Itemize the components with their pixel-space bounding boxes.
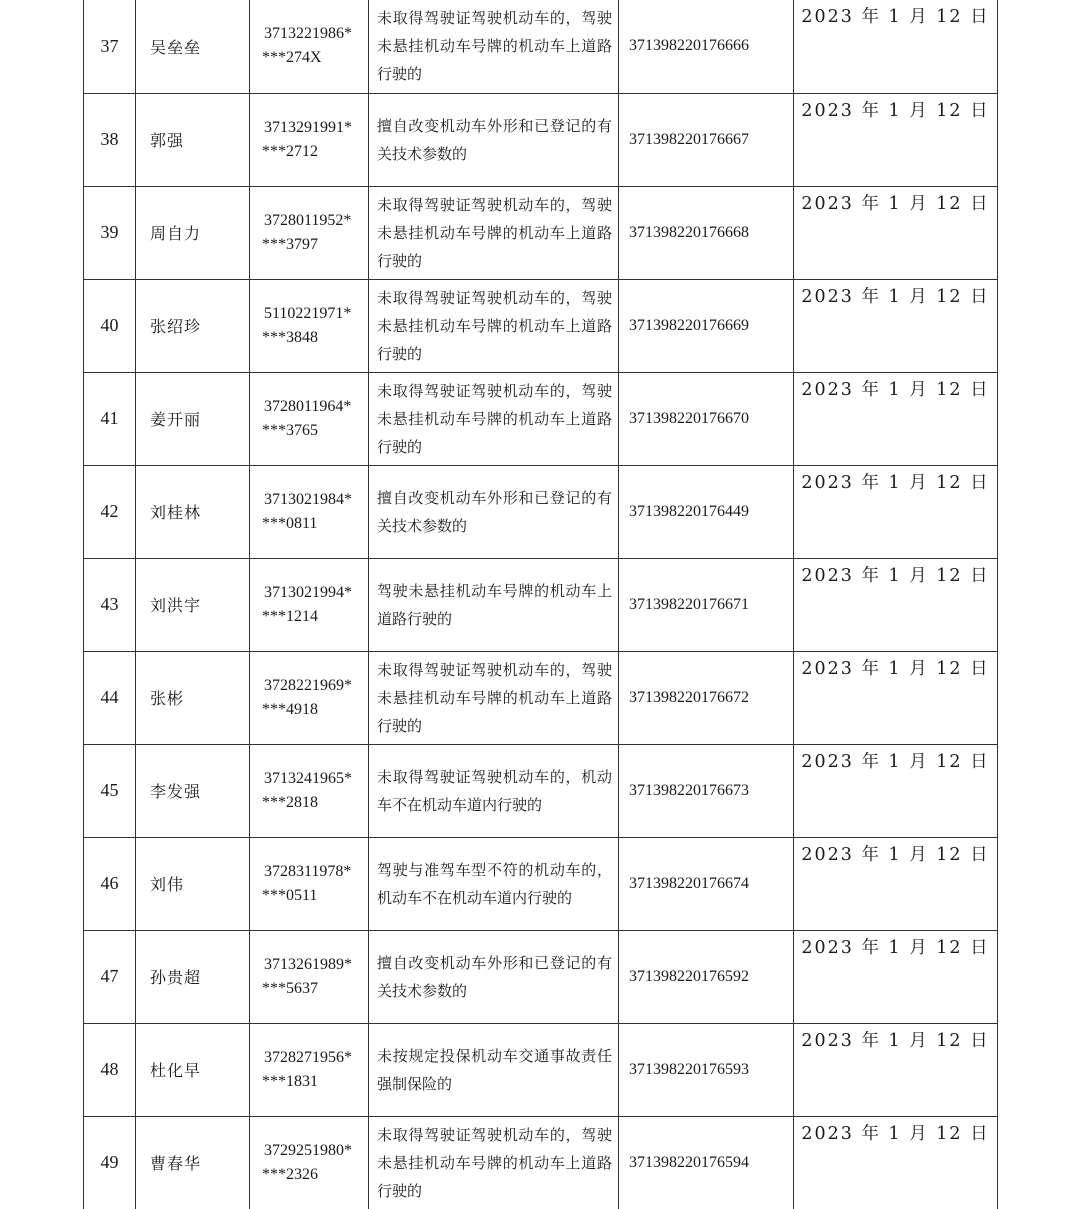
- id-number-line2: ***0511: [262, 886, 318, 904]
- id-number-line2: ***2712: [262, 142, 318, 160]
- row-number: 49: [84, 1116, 136, 1209]
- id-number: [250, 651, 369, 744]
- decision-document-number: 371398220176449: [619, 465, 794, 558]
- violation-description: 未取得驾驶证驾驶机动车的，驾驶未悬挂机动车号牌的机动车上道路行驶的: [369, 0, 619, 93]
- violation-description: 未取得驾驶证驾驶机动车的，驾驶未悬挂机动车号牌的机动车上道路行驶的: [369, 651, 619, 744]
- id-number-line2: ***3848: [262, 328, 318, 346]
- person-name: 刘洪宇: [136, 558, 250, 651]
- row-number: 47: [84, 930, 136, 1023]
- table-row: [84, 93, 998, 186]
- person-name: 曹春华: [136, 1116, 250, 1209]
- row-number: 39: [84, 186, 136, 279]
- row-number: 48: [84, 1023, 136, 1116]
- table-row: [84, 1116, 998, 1209]
- row-number: 46: [84, 837, 136, 930]
- id-number: [250, 837, 369, 930]
- decision-document-number: 371398220176672: [619, 651, 794, 744]
- id-number: [250, 93, 369, 186]
- row-number: 42: [84, 465, 136, 558]
- decision-date: 2023 年 1 月 12 日: [794, 651, 998, 744]
- decision-document-number: 371398220176669: [619, 279, 794, 372]
- decision-document-number: 371398220176593: [619, 1023, 794, 1116]
- id-number: [250, 1116, 369, 1209]
- table-row: [84, 186, 998, 279]
- table-row: [84, 558, 998, 651]
- id-number-line1: 3713241965*: [264, 769, 352, 787]
- penalty-records-table: [83, 0, 998, 1209]
- id-number-line2: ***0811: [262, 514, 318, 532]
- violation-description: 未取得驾驶证驾驶机动车的，驾驶未悬挂机动车号牌的机动车上道路行驶的: [369, 1116, 619, 1209]
- person-name: 孙贵超: [136, 930, 250, 1023]
- person-name: 郭强: [136, 93, 250, 186]
- id-number-line1: 3728011964*: [264, 397, 352, 415]
- table-row: [84, 0, 998, 93]
- decision-date: 2023 年 1 月 12 日: [794, 279, 998, 372]
- decision-date: 2023 年 1 月 12 日: [794, 744, 998, 837]
- decision-document-number: 371398220176594: [619, 1116, 794, 1209]
- id-number: [250, 558, 369, 651]
- id-number-line1: 3713261989*: [264, 955, 352, 973]
- table-row: [84, 744, 998, 837]
- id-number: [250, 744, 369, 837]
- id-number: [250, 186, 369, 279]
- row-number: 43: [84, 558, 136, 651]
- table-row: [84, 930, 998, 1023]
- person-name: 刘桂林: [136, 465, 250, 558]
- id-number: [250, 279, 369, 372]
- violation-description: 未取得驾驶证驾驶机动车的，驾驶未悬挂机动车号牌的机动车上道路行驶的: [369, 372, 619, 465]
- id-number-line2: ***3797: [262, 235, 318, 253]
- decision-document-number: 371398220176671: [619, 558, 794, 651]
- id-number-line1: 3713021984*: [264, 490, 352, 508]
- person-name: 张彬: [136, 651, 250, 744]
- violation-description: 未按规定投保机动车交通事故责任强制保险的: [369, 1023, 619, 1116]
- decision-document-number: 371398220176670: [619, 372, 794, 465]
- table-row: [84, 279, 998, 372]
- id-number-line1: 3713291991*: [264, 118, 352, 136]
- id-number-line1: 3728221969*: [264, 676, 352, 694]
- decision-document-number: 371398220176674: [619, 837, 794, 930]
- id-number: [250, 372, 369, 465]
- row-number: 37: [84, 0, 136, 93]
- person-name: 杜化早: [136, 1023, 250, 1116]
- id-number-line2: ***2818: [262, 793, 318, 811]
- violation-description: 擅自改变机动车外形和已登记的有关技术参数的: [369, 930, 619, 1023]
- table-row: [84, 651, 998, 744]
- id-number-line1: 3729251980*: [264, 1141, 352, 1159]
- id-number-line2: ***4918: [262, 700, 318, 718]
- table-row: [84, 837, 998, 930]
- decision-date: 2023 年 1 月 12 日: [794, 372, 998, 465]
- table-row: [84, 372, 998, 465]
- id-number: [250, 930, 369, 1023]
- decision-document-number: 371398220176673: [619, 744, 794, 837]
- id-number-line1: 3728271956*: [264, 1048, 352, 1066]
- id-number-line2: ***274X: [262, 49, 322, 67]
- id-number: [250, 465, 369, 558]
- decision-date: 2023 年 1 月 12 日: [794, 1116, 998, 1209]
- decision-date: 2023 年 1 月 12 日: [794, 1023, 998, 1116]
- violation-description: 未取得驾驶证驾驶机动车的，驾驶未悬挂机动车号牌的机动车上道路行驶的: [369, 279, 619, 372]
- decision-document-number: 371398220176668: [619, 186, 794, 279]
- decision-date: 2023 年 1 月 12 日: [794, 0, 998, 93]
- id-number-line2: ***1831: [262, 1072, 318, 1090]
- id-number-line1: 3728011952*: [264, 211, 352, 229]
- person-name: 吴垒垒: [136, 0, 250, 93]
- row-number: 38: [84, 93, 136, 186]
- person-name: 刘伟: [136, 837, 250, 930]
- id-number-line2: ***1214: [262, 607, 318, 625]
- row-number: 40: [84, 279, 136, 372]
- decision-document-number: 371398220176666: [619, 0, 794, 93]
- id-number: [250, 0, 369, 93]
- id-number-line2: ***5637: [262, 979, 318, 997]
- person-name: 姜开丽: [136, 372, 250, 465]
- decision-date: 2023 年 1 月 12 日: [794, 930, 998, 1023]
- decision-date: 2023 年 1 月 12 日: [794, 186, 998, 279]
- decision-date: 2023 年 1 月 12 日: [794, 558, 998, 651]
- id-number-line1: 5110221971*: [264, 304, 352, 322]
- table-body: [84, 0, 998, 1209]
- decision-date: 2023 年 1 月 12 日: [794, 93, 998, 186]
- violation-description: 擅自改变机动车外形和已登记的有关技术参数的: [369, 93, 619, 186]
- row-number: 44: [84, 651, 136, 744]
- person-name: 张绍珍: [136, 279, 250, 372]
- violation-description: 未取得驾驶证驾驶机动车的，机动车不在机动车道内行驶的: [369, 744, 619, 837]
- decision-date: 2023 年 1 月 12 日: [794, 465, 998, 558]
- violation-description: 擅自改变机动车外形和已登记的有关技术参数的: [369, 465, 619, 558]
- table-row: [84, 465, 998, 558]
- decision-date: 2023 年 1 月 12 日: [794, 837, 998, 930]
- id-number-line2: ***2326: [262, 1165, 318, 1183]
- violation-description: 未取得驾驶证驾驶机动车的，驾驶未悬挂机动车号牌的机动车上道路行驶的: [369, 186, 619, 279]
- violation-description: 驾驶与准驾车型不符的机动车的，机动车不在机动车道内行驶的: [369, 837, 619, 930]
- id-number-line1: 3713021994*: [264, 583, 352, 601]
- violation-description: 驾驶未悬挂机动车号牌的机动车上道路行驶的: [369, 558, 619, 651]
- id-number-line1: 3713221986*: [264, 25, 352, 43]
- id-number-line2: ***3765: [262, 421, 318, 439]
- decision-document-number: 371398220176667: [619, 93, 794, 186]
- row-number: 45: [84, 744, 136, 837]
- decision-document-number: 371398220176592: [619, 930, 794, 1023]
- id-number-line1: 3728311978*: [264, 862, 352, 880]
- person-name: 李发强: [136, 744, 250, 837]
- person-name: 周自力: [136, 186, 250, 279]
- row-number: 41: [84, 372, 136, 465]
- id-number: [250, 1023, 369, 1116]
- table-row: [84, 1023, 998, 1116]
